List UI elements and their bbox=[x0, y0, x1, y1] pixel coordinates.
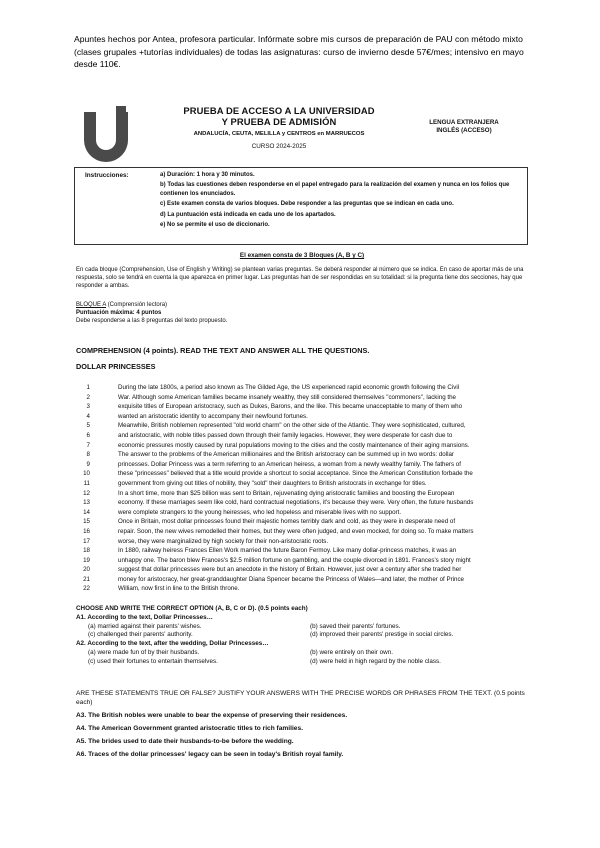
text-line bbox=[76, 450, 532, 460]
question-a2 bbox=[76, 640, 532, 666]
text-line bbox=[76, 546, 532, 556]
promo-text: Apuntes hechos por Antea, profesora particular. Infórmate sobre mis cursos de preparación de PAU con método mixto (clases grupales +tutorías individuales) de todas las asignaturas: curso de invierno desde 57€/mes; intensivo en mayo desde 110€. bbox=[74, 34, 524, 70]
line-text: William, now first in line to the British throne. bbox=[118, 585, 240, 593]
line-text: economy. If these marriages seem like cold, hard contractual negotiations, it's because they were. Very often, the future husbands bbox=[118, 499, 474, 507]
line-number: 20 bbox=[83, 566, 90, 574]
true-false-section bbox=[76, 689, 532, 759]
text-line bbox=[76, 527, 532, 537]
instruction-item: d) La puntuación está indicada en cada uno de los apartados. bbox=[160, 211, 336, 218]
text-line bbox=[76, 517, 532, 527]
line-number: 2 bbox=[86, 393, 90, 401]
line-number: 5 bbox=[86, 422, 90, 430]
reading-text bbox=[76, 383, 532, 594]
line-number: 13 bbox=[83, 499, 90, 507]
line-text: Meanwhile, British noblemen represented "old world charm" on the other side of the Atlantic. They were sophisticated, cultured, bbox=[118, 422, 466, 430]
line-text: War. Although some American families became insanely wealthy, they still considered themselves "commoners", lacking the bbox=[118, 393, 456, 401]
structure-text: En cada bloque (Comprehension, Use of English y Writing) se plantean varias preguntas. Se deberá responder al número que se indica. En caso de aportar más de una respuesta, solo se tendrá en cuenta la que aparezca en primer lugar. Las preguntas han de ser respondidas en su totalidad: si la pregunta tiene dos secciones, hay que responder a ambas. bbox=[76, 267, 524, 289]
instructions-label: Instrucciones: bbox=[85, 172, 129, 179]
line-text: wanted an aristocratic identity to accompany their newfound fortunes. bbox=[118, 412, 308, 420]
text-line bbox=[76, 575, 532, 585]
text-line bbox=[76, 412, 532, 422]
comprehension-heading: COMPREHENSION (4 points). READ THE TEXT AND ANSWER ALL THE QUESTIONS. bbox=[76, 346, 370, 355]
structure-title: El examen consta de 3 Bloques (A, B y C) bbox=[239, 252, 365, 259]
option-c: (c) challenged their parents' authority. bbox=[88, 631, 193, 639]
text-line bbox=[76, 441, 532, 451]
university-logo bbox=[80, 104, 138, 162]
line-text: and aristocratic, with noble titles passed down through their family legacies. However, they were desperate for cash due to bbox=[118, 431, 453, 439]
option-a: (a) were made fun of by their husbands. bbox=[88, 648, 200, 656]
subject-name bbox=[404, 119, 524, 135]
text-line bbox=[76, 431, 532, 441]
line-text: worse, they were marginalized by high society for their non-aristocratic roots. bbox=[118, 537, 329, 545]
question-text: A1. According to the text, Dollar Princesses… bbox=[76, 613, 213, 621]
line-number: 1 bbox=[86, 384, 90, 391]
line-number: 22 bbox=[83, 585, 90, 593]
exam-header bbox=[74, 102, 528, 162]
text-line bbox=[76, 383, 532, 393]
exam-title bbox=[174, 105, 384, 127]
line-text: suggest that dollar princesses were but an anecdote in the history of Britain. However, just over a century after she traded her bbox=[118, 566, 462, 574]
tf-heading: ARE THESE STATEMENTS TRUE OR FALSE? JUSTIFY YOUR ANSWERS WITH THE PRECISE WORDS OR PHRASES FROM THE TEXT. (0.5 points each) bbox=[76, 690, 525, 706]
instruction-item: e) No se permite el uso de diccionario. bbox=[160, 222, 270, 229]
line-text: The answer to the problems of the American millionaires and the British aristocracy can be summed up in two words: dollar bbox=[118, 451, 454, 459]
option-c: (c) used their fortunes to entertain themselves. bbox=[88, 657, 218, 665]
instructions-list bbox=[160, 171, 520, 231]
text-line bbox=[76, 421, 532, 431]
course-year: CURSO 2024-2025 bbox=[251, 143, 307, 150]
bloque-info bbox=[76, 301, 528, 325]
bloque-note: Debe responderse a las 8 preguntas del texto propuesto. bbox=[76, 318, 228, 324]
text-line bbox=[76, 584, 532, 594]
text-line bbox=[76, 402, 532, 412]
text-line bbox=[76, 469, 532, 479]
text-line bbox=[76, 479, 532, 489]
line-text: Once in Britain, most dollar princesses found their majestic homes terribly dark and cold, as they were in desperate need of bbox=[118, 518, 456, 526]
question-text: A2. According to the text, after the wedding, Dollar Princesses… bbox=[76, 640, 269, 648]
line-text: During the late 1800s, a period also known as The Gilded Age, the US experienced rapid economic growth following the Civil bbox=[118, 384, 460, 391]
line-number: 3 bbox=[86, 403, 90, 411]
line-text: economic pressures mostly caused by rural populations moving to the cities and the costly maintenance of their aging mansions. bbox=[118, 441, 470, 449]
line-number: 7 bbox=[86, 441, 90, 449]
subject-line1: LENGUA EXTRANJERA bbox=[429, 119, 499, 126]
instruction-item: c) Este examen consta de varios bloques. Debe responder a las preguntas que se indican en cada uno. bbox=[160, 201, 454, 208]
line-text: In a short time, more than $25 billion was sent to Britain, rejuvenating dying aristocratic families and boosting the European bbox=[118, 489, 455, 497]
line-number: 18 bbox=[83, 547, 90, 555]
line-number: 19 bbox=[83, 556, 90, 564]
instruction-item: a) Duración: 1 hora y 30 minutos. bbox=[160, 172, 255, 178]
line-text: money for aristocracy, her great-granddaughter Diana Spencer became the Princess of Wales—and later, the mother of Prince bbox=[118, 575, 464, 583]
line-number: 21 bbox=[83, 575, 90, 583]
subject-line2: INGLÉS (ACCESO) bbox=[436, 127, 492, 134]
text-line bbox=[76, 498, 532, 508]
tf-item-a6: A6. Traces of the dollar princesses' legacy can be seen in today's British royal family. bbox=[76, 751, 344, 758]
line-text: government from giving out titles of nobility, they "sold" their daughters to British aristocrats in exchange for titles. bbox=[118, 479, 427, 487]
line-number: 16 bbox=[83, 527, 90, 535]
tf-item-a4: A4. The American Government granted aristocratic titles to rich families. bbox=[76, 725, 303, 732]
line-number: 6 bbox=[86, 431, 90, 439]
tf-item-a5: A5. The brides used to date their husbands-to-be before the wedding. bbox=[76, 738, 294, 745]
text-line bbox=[76, 489, 532, 499]
text-line bbox=[76, 393, 532, 403]
tf-item-a3: A3. The British nobles were unable to bear the expense of preserving their residences. bbox=[76, 712, 348, 719]
line-number: 14 bbox=[83, 508, 90, 516]
text-line bbox=[76, 508, 532, 518]
line-text: exquisite titles of European aristocracy, such as Dukes, Barons, and the like. This became unacceptable to many of them who bbox=[118, 403, 463, 411]
text-line bbox=[76, 460, 532, 470]
option-b: (b) were entirely on their own. bbox=[310, 648, 393, 656]
line-text: these "princesses" believed that a title would provide a shortcut to social acceptance. Since the American Constitution forbade the bbox=[118, 470, 473, 478]
bloque-name-note: (Comprensión lectora) bbox=[107, 302, 168, 308]
line-text: unhappy one. The baron blew Frances's $2.5 million fortune on gambling, and the couple divorced in 1891. Frances's story might bbox=[118, 556, 471, 564]
line-number: 4 bbox=[86, 412, 90, 420]
line-number: 17 bbox=[83, 537, 90, 545]
line-text: were complete strangers to the young heiresses, who led hopeless and miserable lives with no support. bbox=[118, 508, 402, 516]
option-d: (d) were held in high regard by the noble class. bbox=[310, 657, 441, 665]
line-number: 10 bbox=[83, 470, 90, 478]
line-text: princesses. Dollar Princess was a term referring to an American heiress, a woman from a newly wealthy family. The fathers of bbox=[118, 460, 461, 468]
exam-title-line2: Y PRUEBA DE ADMISIÓN bbox=[221, 116, 337, 127]
line-number: 9 bbox=[86, 460, 90, 468]
option-a: (a) married against their parents' wishes. bbox=[88, 622, 202, 630]
option-b: (b) saved their parents' fortunes. bbox=[310, 622, 401, 630]
mc-heading: CHOOSE AND WRITE THE CORRECT OPTION (A, B, C or D). (0.5 points each) bbox=[76, 605, 308, 612]
multiple-choice-section bbox=[76, 605, 532, 667]
option-d: (d) improved their parents' prestige in social circles. bbox=[310, 631, 454, 639]
bloque-name: BLOQUE A bbox=[76, 302, 107, 308]
line-text: In 1880, railway heiress Frances Ellen Work married the future Baron Fermoy. Like many dollar-princess matches, it was an bbox=[118, 547, 457, 555]
line-number: 11 bbox=[83, 479, 90, 487]
bloque-score: Puntuación máxima: 4 puntos bbox=[76, 310, 162, 316]
text-title: DOLLAR PRINCESSES bbox=[76, 362, 156, 371]
instruction-item: b) Todas las cuestiones deben responderse en el papel entregado para la realización del examen y nunca en los folios que contienen los enunciados. bbox=[160, 182, 510, 197]
exam-title-line1: PRUEBA DE ACCESO A LA UNIVERSIDAD bbox=[183, 105, 375, 116]
text-line bbox=[76, 537, 532, 547]
instructions-box bbox=[74, 167, 528, 245]
exam-subtitle: ANDALUCÍA, CEUTA, MELILLA y CENTROS en MARRUECOS bbox=[193, 131, 365, 137]
line-number: 15 bbox=[83, 518, 90, 526]
text-line bbox=[76, 565, 532, 575]
line-text: repair. Soon, the new wives remodelled their homes, but they were often judged, and even mocked, for doing so. To make matters bbox=[118, 527, 474, 535]
line-number: 12 bbox=[83, 489, 90, 497]
text-line bbox=[76, 556, 532, 566]
question-a1 bbox=[76, 614, 532, 640]
line-number: 8 bbox=[86, 451, 90, 459]
